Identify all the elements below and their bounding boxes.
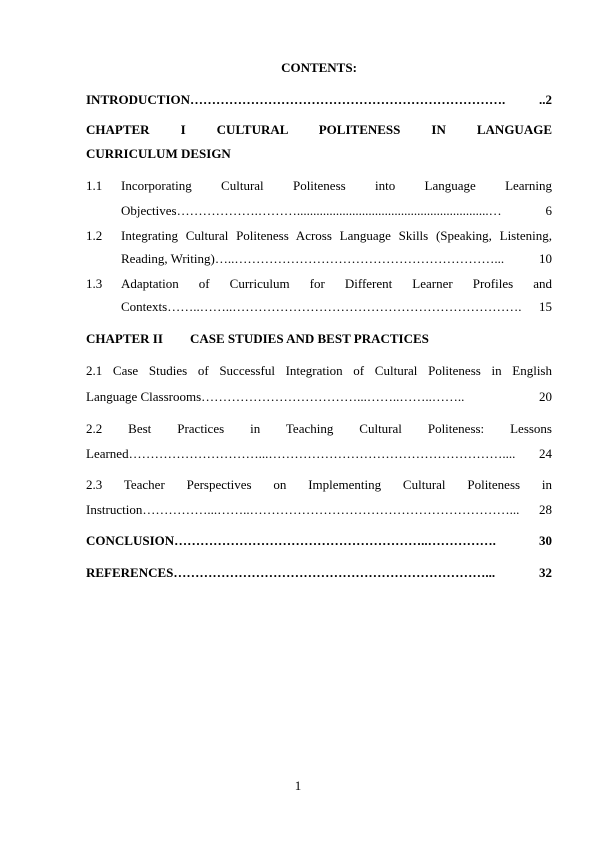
section-title: Incorporating Cultural Politeness into Language Learning (121, 178, 552, 193)
entry-page: 10 (539, 251, 552, 266)
dot-leader: ………………………………………………………………... (173, 565, 496, 580)
dot-leader: ………………………………...……..……..…….. (201, 389, 465, 404)
toc-section-2-1-line2[interactable] (86, 389, 552, 405)
entry-page: 24 (539, 446, 552, 461)
entry-page: 30 (539, 533, 552, 548)
toc-section-2-1[interactable]: 2.1 Case Studies of Successful Integration of Cultural Politeness in English (86, 363, 552, 378)
section-number: 1.2 (86, 228, 103, 243)
entry-label: REFERENCES (86, 565, 174, 580)
toc-entry-references[interactable] (86, 565, 552, 581)
dot-leader: …………………………………………………..……………. (174, 533, 496, 548)
entry-page: 20 (539, 389, 552, 404)
table-of-contents (86, 0, 552, 842)
page-number: 1 (294, 778, 302, 793)
entry-label: INTRODUCTION (86, 92, 191, 107)
section-title: Adaptation of Curriculum for Different Learner Profiles and (121, 276, 552, 291)
dot-leader: …………………………...……………………………………………….... (128, 446, 516, 461)
toc-chapter-1-line2[interactable]: CURRICULUM DESIGN (86, 146, 231, 161)
toc-section-1-3-line2[interactable] (121, 299, 552, 315)
section-title: Integrating Cultural Politeness Across Language Skills (Speaking, Listening, (121, 228, 552, 243)
entry-page: 6 (545, 203, 552, 218)
entry-page: 15 (539, 299, 552, 314)
entry-label: Learned (86, 446, 129, 461)
entry-page: ..2 (539, 92, 552, 107)
dot-leader: ……………….………...........................................................… (176, 203, 502, 218)
entry-label: Instruction (86, 502, 143, 517)
entry-page: 28 (539, 502, 552, 517)
toc-section-2-2-line2[interactable] (86, 446, 552, 462)
entry-label: Language Classrooms (86, 389, 202, 404)
entry-page: 32 (539, 565, 552, 580)
entry-label: Objectives (121, 203, 177, 218)
toc-section-1-2-line2[interactable] (121, 251, 552, 267)
dot-leader: ……..……..…………………………………………………………. (167, 299, 522, 314)
toc-section-2-3-line2[interactable] (86, 502, 552, 518)
page-title: CONTENTS: (281, 60, 357, 75)
toc-entry-conclusion[interactable] (86, 533, 552, 549)
dot-leader: ………………………………………………………………. (190, 92, 506, 107)
toc-chapter-2[interactable] (86, 331, 552, 347)
entry-label: CONCLUSION (86, 533, 175, 548)
toc-chapter-1-line1[interactable]: CHAPTER I CULTURAL POLITENESS IN LANGUAGE (86, 122, 552, 137)
entry-label: Contexts (121, 299, 168, 314)
chapter-label: CHAPTER II (86, 331, 163, 346)
dot-leader: …..……………………………………………………... (214, 251, 505, 266)
toc-section-1-1-line2[interactable] (121, 203, 552, 219)
toc-entry-introduction[interactable] (86, 92, 552, 108)
toc-section-2-3[interactable]: 2.3 Teacher Perspectives on Implementing Cultural Politeness in (86, 477, 552, 492)
chapter-title: CASE STUDIES AND BEST PRACTICES (190, 331, 429, 346)
toc-section-2-2[interactable]: 2.2 Best Practices in Teaching Cultural Politeness: Lessons (86, 421, 552, 436)
section-number: 1.1 (86, 178, 103, 193)
dot-leader: ……………...……..……………………………………………………... (142, 502, 520, 517)
section-number: 1.3 (86, 276, 103, 291)
entry-label: Reading, Writing) (121, 251, 215, 266)
